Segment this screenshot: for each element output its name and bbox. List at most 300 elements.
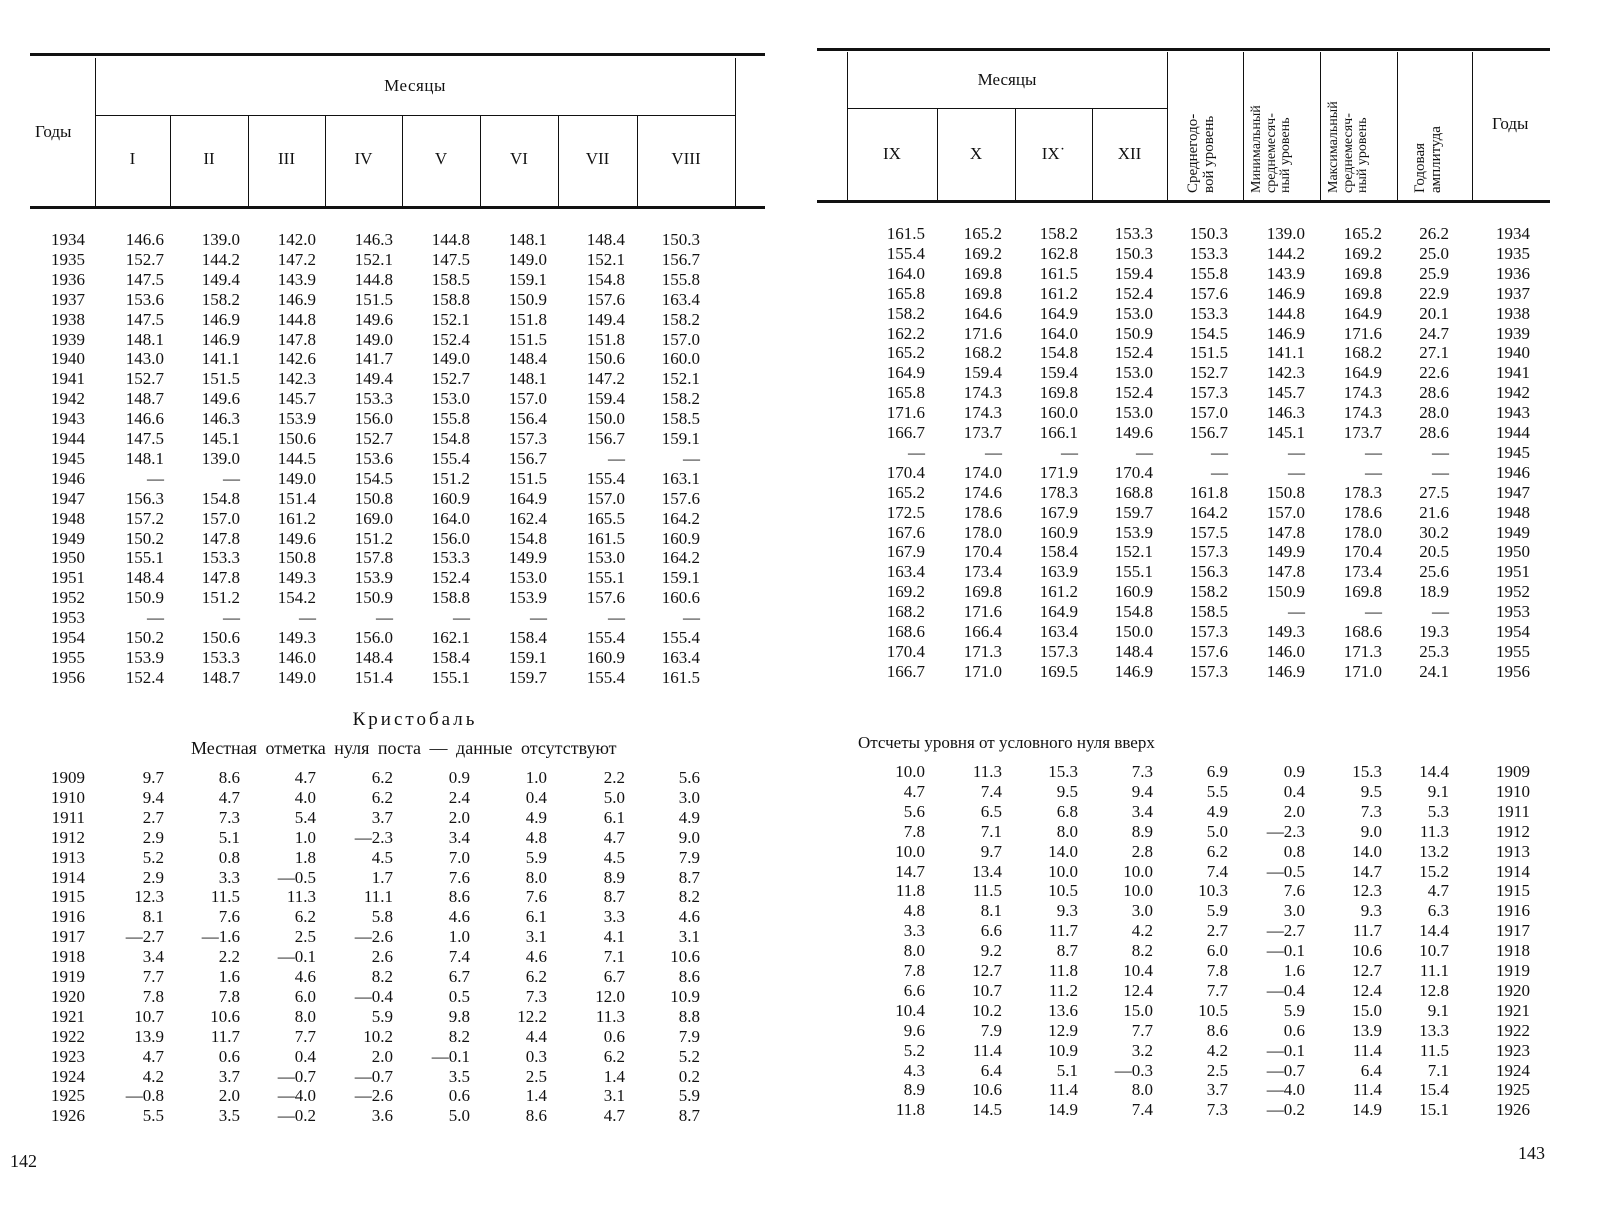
table-cell: 7.6 [1283,881,1305,901]
left-top-rule [30,53,765,56]
table-cell: 9.6 [903,1020,925,1040]
table-cell: 171.3 [1343,641,1382,661]
table-cell: 21.6 [1419,502,1449,522]
table-cell: — [1288,442,1305,462]
table-cell: 1951 [51,568,85,588]
table-cell: 6.2 [603,1046,625,1066]
table-cell: 10.4 [1123,961,1153,980]
table-cell: 157.0 [1266,502,1305,522]
table-cell: 3.7 [218,1066,240,1086]
table-cell: 1954 [51,628,85,647]
table-cell: 153.9 [277,409,316,429]
table-cell: 168.6 [886,622,925,641]
table-cell: 5.9 [1283,1000,1305,1020]
table-cell: 147.5 [125,309,164,329]
table-cell: 1909 [51,768,85,787]
table-cell: 169.8 [1343,263,1382,283]
table-cell: 154.8 [1039,343,1078,363]
table-cell: 10.3 [1198,881,1228,901]
table-cell: 151.5 [508,468,547,488]
table-cell: 3.3 [218,867,240,887]
table-cell: 1920 [51,986,85,1006]
table-cell: —2.7 [125,927,164,947]
table-cell: 12.4 [1123,980,1153,1000]
table-cell: 178.6 [1343,502,1382,522]
table-cell: 171.6 [963,323,1002,343]
table-cell: 152.7 [125,249,164,269]
table-cell: 155.4 [586,468,625,488]
table-cell: 1940 [51,349,85,369]
table-cell: 7.9 [980,1020,1002,1040]
table-cell: 2.0 [371,1046,393,1066]
table-cell: 9.7 [980,841,1002,861]
table-cell: 6.4 [1360,1060,1382,1080]
table-cell: 6.9 [1206,762,1228,781]
table-cell: 157.3 [508,429,547,448]
table-cell: 5.9 [678,1086,700,1106]
table-cell: 1942 [1496,383,1530,403]
table-cell: 157.6 [586,289,625,309]
table-cell: 150.9 [1266,582,1305,602]
table-cell: 6.8 [1056,801,1078,821]
table-cell: 149.0 [431,349,470,369]
table-cell: 151.5 [508,329,547,349]
table-cell: 1922 [51,1026,85,1046]
table-cell: 7.9 [678,1026,700,1046]
table-cell: 8.2 [448,1026,470,1046]
table-cell: 163.4 [1039,622,1078,641]
table-cell: 151.8 [508,309,547,329]
table-cell: 4.2 [1206,1040,1228,1060]
table-cell: 14.0 [1048,841,1078,861]
table-cell: 154.8 [586,269,625,289]
table-cell: 7.4 [980,781,1002,801]
table-cell: 11.5 [210,887,240,907]
col-header-VII: VII [585,149,610,168]
table-cell: 162.1 [431,628,470,647]
table-cell: 25.9 [1419,263,1449,283]
table-cell: 157.3 [1189,542,1228,562]
table-cell: 156.0 [354,628,393,647]
table-cell: 1948 [51,508,85,528]
table-cell: —0.4 [1266,980,1305,1000]
table-cell: 158.4 [1039,542,1078,562]
table-cell: 1921 [51,1006,85,1026]
table-cell: 146.9 [277,289,316,309]
table-cell: 22.9 [1419,283,1449,303]
stat-amplitude-header: Годовая амплитуда [1412,126,1444,193]
table-cell: 1.8 [294,847,316,867]
table-cell: 171.3 [963,641,1002,661]
table-cell: — [376,608,393,628]
table-cell: 7.3 [1360,801,1382,821]
table-cell: 14.0 [1352,841,1382,861]
table-cell: 143.9 [1266,263,1305,283]
table-cell: 153.3 [431,548,470,568]
table-cell: 157.0 [201,508,240,528]
table-cell: 5.6 [903,801,925,821]
table-cell: 150.8 [354,488,393,508]
table-cell: 157.6 [661,488,700,508]
table-cell: 9.7 [142,768,164,787]
table-cell: 11.4 [972,1040,1002,1060]
table-cell: 152.7 [431,369,470,389]
table-cell: 157.3 [1039,641,1078,661]
table-cell: 159.1 [508,269,547,289]
table-cell: 157.8 [354,548,393,568]
table-cell: 6.1 [603,807,625,827]
table-cell: 0.4 [525,787,547,807]
table-cell: 7.0 [448,847,470,867]
table-cell: 150.3 [1114,243,1153,263]
table-cell: 152.4 [1114,283,1153,303]
table-cell: 6.2 [371,768,393,787]
table-cell: 2.0 [448,807,470,827]
table-cell: 11.4 [1352,1040,1382,1060]
table-cell: 158.8 [431,289,470,309]
table-cell: — [985,442,1002,462]
table-cell: 1917 [51,927,85,947]
table-cell: 6.0 [294,986,316,1006]
table-cell: 150.3 [1189,224,1228,243]
table-cell: 1919 [51,967,85,986]
table-cell: 1910 [1496,781,1530,801]
table-cell: 0.4 [1283,781,1305,801]
table-cell: 1913 [1496,841,1530,861]
table-cell: 10.6 [670,947,700,967]
table-cell: 2.7 [1206,921,1228,941]
table-cell: 4.4 [525,1026,547,1046]
table-cell: 151.2 [431,468,470,488]
table-cell: 170.4 [1343,542,1382,562]
table-cell: 148.4 [586,230,625,249]
table-cell: 164.6 [963,303,1002,323]
table-cell: — [147,468,164,488]
table-cell: 163.4 [661,647,700,667]
table-cell: 145.7 [1266,383,1305,403]
table-cell: 157.6 [1189,283,1228,303]
table-cell: 1951 [1496,562,1530,582]
table-cell: 156.3 [1189,562,1228,582]
table-cell: 25.6 [1419,562,1449,582]
table-cell: 173.4 [1343,562,1382,582]
table-cell: 3.0 [678,787,700,807]
table-cell: 7.6 [448,867,470,887]
table-cell: 178.0 [1343,522,1382,542]
table-cell: 7.3 [525,986,547,1006]
table-cell: 28.6 [1419,383,1449,403]
table-cell: 171.0 [963,661,1002,681]
table-cell: 3.5 [218,1106,240,1126]
table-cell: 3.1 [525,927,547,947]
table-cell: 155.1 [125,548,164,568]
table-cell: 154.2 [277,588,316,608]
table-cell: 139.0 [201,230,240,249]
table-cell: 7.4 [1131,1100,1153,1120]
table-cell: — [1432,602,1449,622]
table-cell: 150.6 [586,349,625,369]
right-header-bottom-rule [817,200,1550,203]
table-cell: 1956 [51,667,85,687]
table-cell: 15.0 [1352,1000,1382,1020]
years-header: Годы [35,122,72,141]
table-cell: 7.3 [218,807,240,827]
table-cell: 0.3 [525,1046,547,1066]
table-cell: 1943 [51,409,85,429]
table-cell: —0.1 [277,947,316,967]
table-cell: 9.0 [1360,821,1382,841]
table-cell: 1912 [51,827,85,847]
table-cell: 3.3 [603,907,625,927]
table-cell: 4.7 [1427,881,1449,901]
table-cell: 4.1 [603,927,625,947]
table-cell: 22.6 [1419,363,1449,383]
table-cell: 9.3 [1360,901,1382,921]
table-cell: 149.6 [277,528,316,548]
table-cell: 166.7 [886,661,925,681]
table-cell: —2.6 [354,1086,393,1106]
table-cell: 153.3 [1189,243,1228,263]
table-cell: 147.8 [1266,562,1305,582]
table-cell: 142.3 [1266,363,1305,383]
table-cell: 11.7 [1048,921,1078,941]
table-cell: 0.8 [218,847,240,867]
stat-max-header: Максимальный среднемесяч- ный уровень [1326,101,1371,193]
table-cell: 11.1 [363,887,393,907]
table-cell: 2.7 [142,807,164,827]
table-cell: 156.7 [586,429,625,448]
table-cell: 154.8 [431,429,470,448]
table-cell: 146.3 [354,230,393,249]
table-cell: 1915 [51,887,85,907]
table-cell: —0.8 [125,1086,164,1106]
table-cell: —0.7 [354,1066,393,1086]
table-cell: 11.4 [1352,1080,1382,1100]
table-cell: 165.8 [886,283,925,303]
table-cell: 153.3 [201,647,240,667]
table-cell: 163.4 [661,289,700,309]
table-cell: 154.8 [508,528,547,548]
table-cell: 151.4 [354,667,393,687]
table-cell: 1946 [1496,462,1530,482]
table-cell: 158.4 [431,647,470,667]
table-cell: 0.9 [1283,762,1305,781]
table-cell: 150.8 [1266,482,1305,502]
table-cell: 158.4 [508,628,547,647]
table-cell: 171.9 [1039,462,1078,482]
table-cell: 144.2 [201,249,240,269]
table-cell: 4.9 [678,807,700,827]
table-cell: 169.8 [1343,283,1382,303]
table-cell: 4.7 [603,827,625,847]
table-cell: 152.1 [354,249,393,269]
table-cell: 161.2 [1039,283,1078,303]
table-cell: 4.3 [903,1060,925,1080]
table-cell: 1923 [51,1046,85,1066]
table-cell: 7.8 [903,821,925,841]
table-cell: —2.7 [1266,921,1305,941]
table-cell: 9.5 [1056,781,1078,801]
table-cell: 173.4 [963,562,1002,582]
table-cell: 1918 [51,947,85,967]
table-cell: 153.0 [586,548,625,568]
table-cell: 8.7 [678,867,700,887]
table-cell: 8.6 [218,768,240,787]
table-cell: 10.6 [1352,941,1382,961]
table-cell: — [299,608,316,628]
table-cell: 14.4 [1419,921,1449,941]
table-cell: 13.9 [1352,1020,1382,1040]
table-cell: 155.4 [886,243,925,263]
table-cell: 144.8 [431,230,470,249]
table-cell: 12.7 [972,961,1002,980]
table-cell: 166.7 [886,423,925,442]
table-cell: 169.8 [1039,383,1078,403]
table-cell: — [1365,602,1382,622]
table-cell: 6.7 [448,967,470,986]
table-cell: 10.9 [670,986,700,1006]
table-cell: 11.2 [1048,980,1078,1000]
table-cell: 1918 [1496,941,1530,961]
table-cell: 171.0 [1343,661,1382,681]
table-cell: 7.4 [1206,861,1228,881]
col-header-VI: VI [510,149,528,168]
table-cell: 4.7 [294,768,316,787]
table-cell: 164.9 [1039,602,1078,622]
table-cell: 13.9 [134,1026,164,1046]
table-cell: 10.0 [1123,861,1153,881]
table-cell: 8.2 [371,967,393,986]
table-cell: —2.3 [354,827,393,847]
table-cell: 15.4 [1419,1080,1449,1100]
table-cell: 158.5 [661,409,700,429]
table-cell: 4.6 [678,907,700,927]
table-cell: 5.0 [1206,821,1228,841]
table-cell: 147.5 [431,249,470,269]
table-cell: 153.3 [1189,303,1228,323]
table-cell: 164.0 [1039,323,1078,343]
table-cell: 5.4 [294,807,316,827]
table-cell: —0.7 [1266,1060,1305,1080]
col-header-III: III [278,149,295,168]
table-cell: 28.0 [1419,403,1449,423]
table-cell: 154.8 [1114,602,1153,622]
table-cell: 6.2 [525,967,547,986]
table-cell: 4.2 [1131,921,1153,941]
table-cell: 2.5 [525,1066,547,1086]
table-cell: — [1432,462,1449,482]
stat-min-header: Минимальный среднемесяч- ный уровень [1249,105,1294,193]
table-cell: 0.9 [448,768,470,787]
table-cell: 0.2 [678,1066,700,1086]
table-cell: 150.0 [586,409,625,429]
table-cell: 153.0 [1114,363,1153,383]
table-cell: 2.0 [218,1086,240,1106]
col-header-IV: IV [354,149,373,168]
table-cell: —0.2 [277,1106,316,1126]
table-cell: — [1211,462,1228,482]
table-cell: 8.2 [678,887,700,907]
table-cell: 0.8 [1283,841,1305,861]
table-cell: 153.0 [508,568,547,588]
table-cell: 10.0 [1123,881,1153,901]
table-cell: 151.5 [201,369,240,389]
table-cell: —4.0 [277,1086,316,1106]
table-cell: 152.1 [586,249,625,269]
table-cell: 0.4 [294,1046,316,1066]
table-cell: 151.8 [586,329,625,349]
table-cell: 10.0 [895,841,925,861]
table-cell: 4.8 [903,901,925,921]
table-cell: 14.7 [1352,861,1382,881]
table-cell: 148.7 [125,389,164,409]
table-cell: 146.9 [1114,661,1153,681]
table-cell: 141.7 [354,349,393,369]
table-cell: 148.4 [125,568,164,588]
table-cell: 1909 [1496,762,1530,781]
table-cell: 1924 [51,1066,85,1086]
table-cell: 150.6 [201,628,240,647]
table-cell: 25.0 [1419,243,1449,263]
table-cell: 27.5 [1419,482,1449,502]
table-cell: 158.5 [431,269,470,289]
table-cell: —4.0 [1266,1080,1305,1100]
table-cell: 1913 [51,847,85,867]
table-cell: 154.5 [354,468,393,488]
table-cell: 1945 [51,448,85,468]
table-cell: 150.8 [277,548,316,568]
table-cell: 1.0 [448,927,470,947]
table-cell: 7.3 [1131,762,1153,781]
table-cell: 170.4 [886,641,925,661]
table-cell: 1917 [1496,921,1530,941]
table-cell: 150.2 [125,628,164,647]
table-cell: 3.4 [1131,801,1153,821]
table-cell: 7.7 [1131,1020,1153,1040]
table-cell: 6.1 [525,907,547,927]
table-cell: 156.7 [508,448,547,468]
table-cell: 11.3 [595,1006,625,1026]
col-header-VIII: VIII [671,149,701,168]
table-cell: 11.8 [1048,961,1078,980]
table-cell: 152.4 [1114,343,1153,363]
table-cell: 172.5 [886,502,925,522]
table-cell: 161.5 [586,528,625,548]
table-cell: 169.5 [1039,661,1078,681]
table-cell: 0.5 [448,986,470,1006]
table-cell: 153.9 [508,588,547,608]
table-cell: 160.0 [661,349,700,369]
table-cell: 8.9 [1131,821,1153,841]
table-cell: — [1136,442,1153,462]
table-cell: 164.2 [661,508,700,528]
table-cell: 152.1 [431,309,470,329]
table-cell: 11.8 [895,1100,925,1120]
table-cell: 164.9 [1343,303,1382,323]
table-cell: 5.1 [1056,1060,1078,1080]
table-cell: 4.2 [142,1066,164,1086]
table-cell: 174.0 [963,462,1002,482]
table-cell: 7.4 [448,947,470,967]
table-cell: 28.6 [1419,423,1449,442]
table-cell: 164.9 [1039,303,1078,323]
table-cell: 158.2 [886,303,925,323]
table-cell: 15.3 [1352,762,1382,781]
table-cell: 4.0 [294,787,316,807]
table-cell: 147.8 [277,329,316,349]
table-cell: 1946 [51,468,85,488]
table-cell: 12.0 [595,986,625,1006]
